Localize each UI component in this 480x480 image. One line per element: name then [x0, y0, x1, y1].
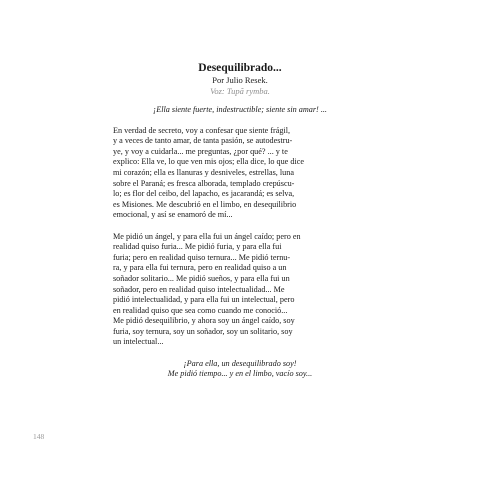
text-line: En verdad de secreto, voy a confesar que siente frágil,	[113, 125, 291, 135]
closing-line: ¡Para ella, un desequilibrado soy!	[183, 358, 297, 368]
text-line: Me pidió desequilibrio, y ahora soy un ángel caído, soy	[113, 316, 295, 326]
text-line: ra, y para ella fui ternura, pero en realidad quiso a un	[113, 263, 287, 273]
text-line: mi corazón; ella es llanuras y desniveles, estrellas, luna	[113, 167, 294, 177]
text-line: emocional, y así se enamoró de mí...	[113, 210, 233, 220]
closing-line: Me pidió tiempo... y en el limbo, vacío soy...	[167, 369, 313, 379]
text-line: soñador, pero en realidad quiso intelectualidad... Me	[113, 284, 285, 294]
text-line: es Misiones. Me descubrió en el limbo, en desequilibrio	[113, 199, 297, 209]
text-line: Me pidió un ángel, y para ella fui un ángel caído; pero en	[113, 231, 301, 241]
text-line: soñador solitario... Me pidió sueños, y para ella fui un	[113, 273, 290, 283]
text-line: sobre el Paraná; es fresca alborada, templado crepúscu-	[113, 178, 295, 188]
poem-closing	[113, 359, 367, 380]
text-line: explico: Ella ve, lo que ven mis ojos; ella dice, lo que dice	[113, 157, 304, 167]
text-line: y a veces de tanto amar, de tanta pasión, se autodestru-	[113, 136, 293, 146]
paragraph-2	[113, 232, 367, 349]
poem-title: Desequilibrado...	[198, 62, 282, 74]
text-line: ye, y voy a cuidarla... me preguntas, ¿por qué? ... y te	[113, 146, 288, 156]
text-line: en realidad quiso que sea como cuando me conoció...	[113, 305, 288, 315]
paragraph-1	[113, 126, 367, 221]
text-line: pidió intelectualidad, y para ella fui un intelectual, pero	[113, 295, 295, 305]
text-line: furia; pero en realidad quiso ternura... Me pidió ternu-	[113, 252, 291, 262]
page-number: 148	[33, 432, 45, 441]
text-line: furia, soy ternura, soy un soñador, soy un solitario, soy	[113, 326, 293, 336]
poem-epigraph: ¡Ella siente fuerte, indestructible; siente sin amar! ...	[153, 105, 327, 114]
text-line: un intelectual...	[113, 337, 164, 347]
poem-body	[113, 105, 367, 380]
text-line: lo; es flor del ceibo, del lapacho, es jacarandá; es selva,	[113, 189, 295, 199]
poem-voice-credit: Voz: Tupã rymba.	[210, 86, 270, 96]
poem-header	[100, 62, 380, 97]
poem-author: Por Julio Resek.	[212, 75, 268, 85]
text-line: realidad quiso furia... Me pidió furia, y para ella fui	[113, 242, 282, 252]
